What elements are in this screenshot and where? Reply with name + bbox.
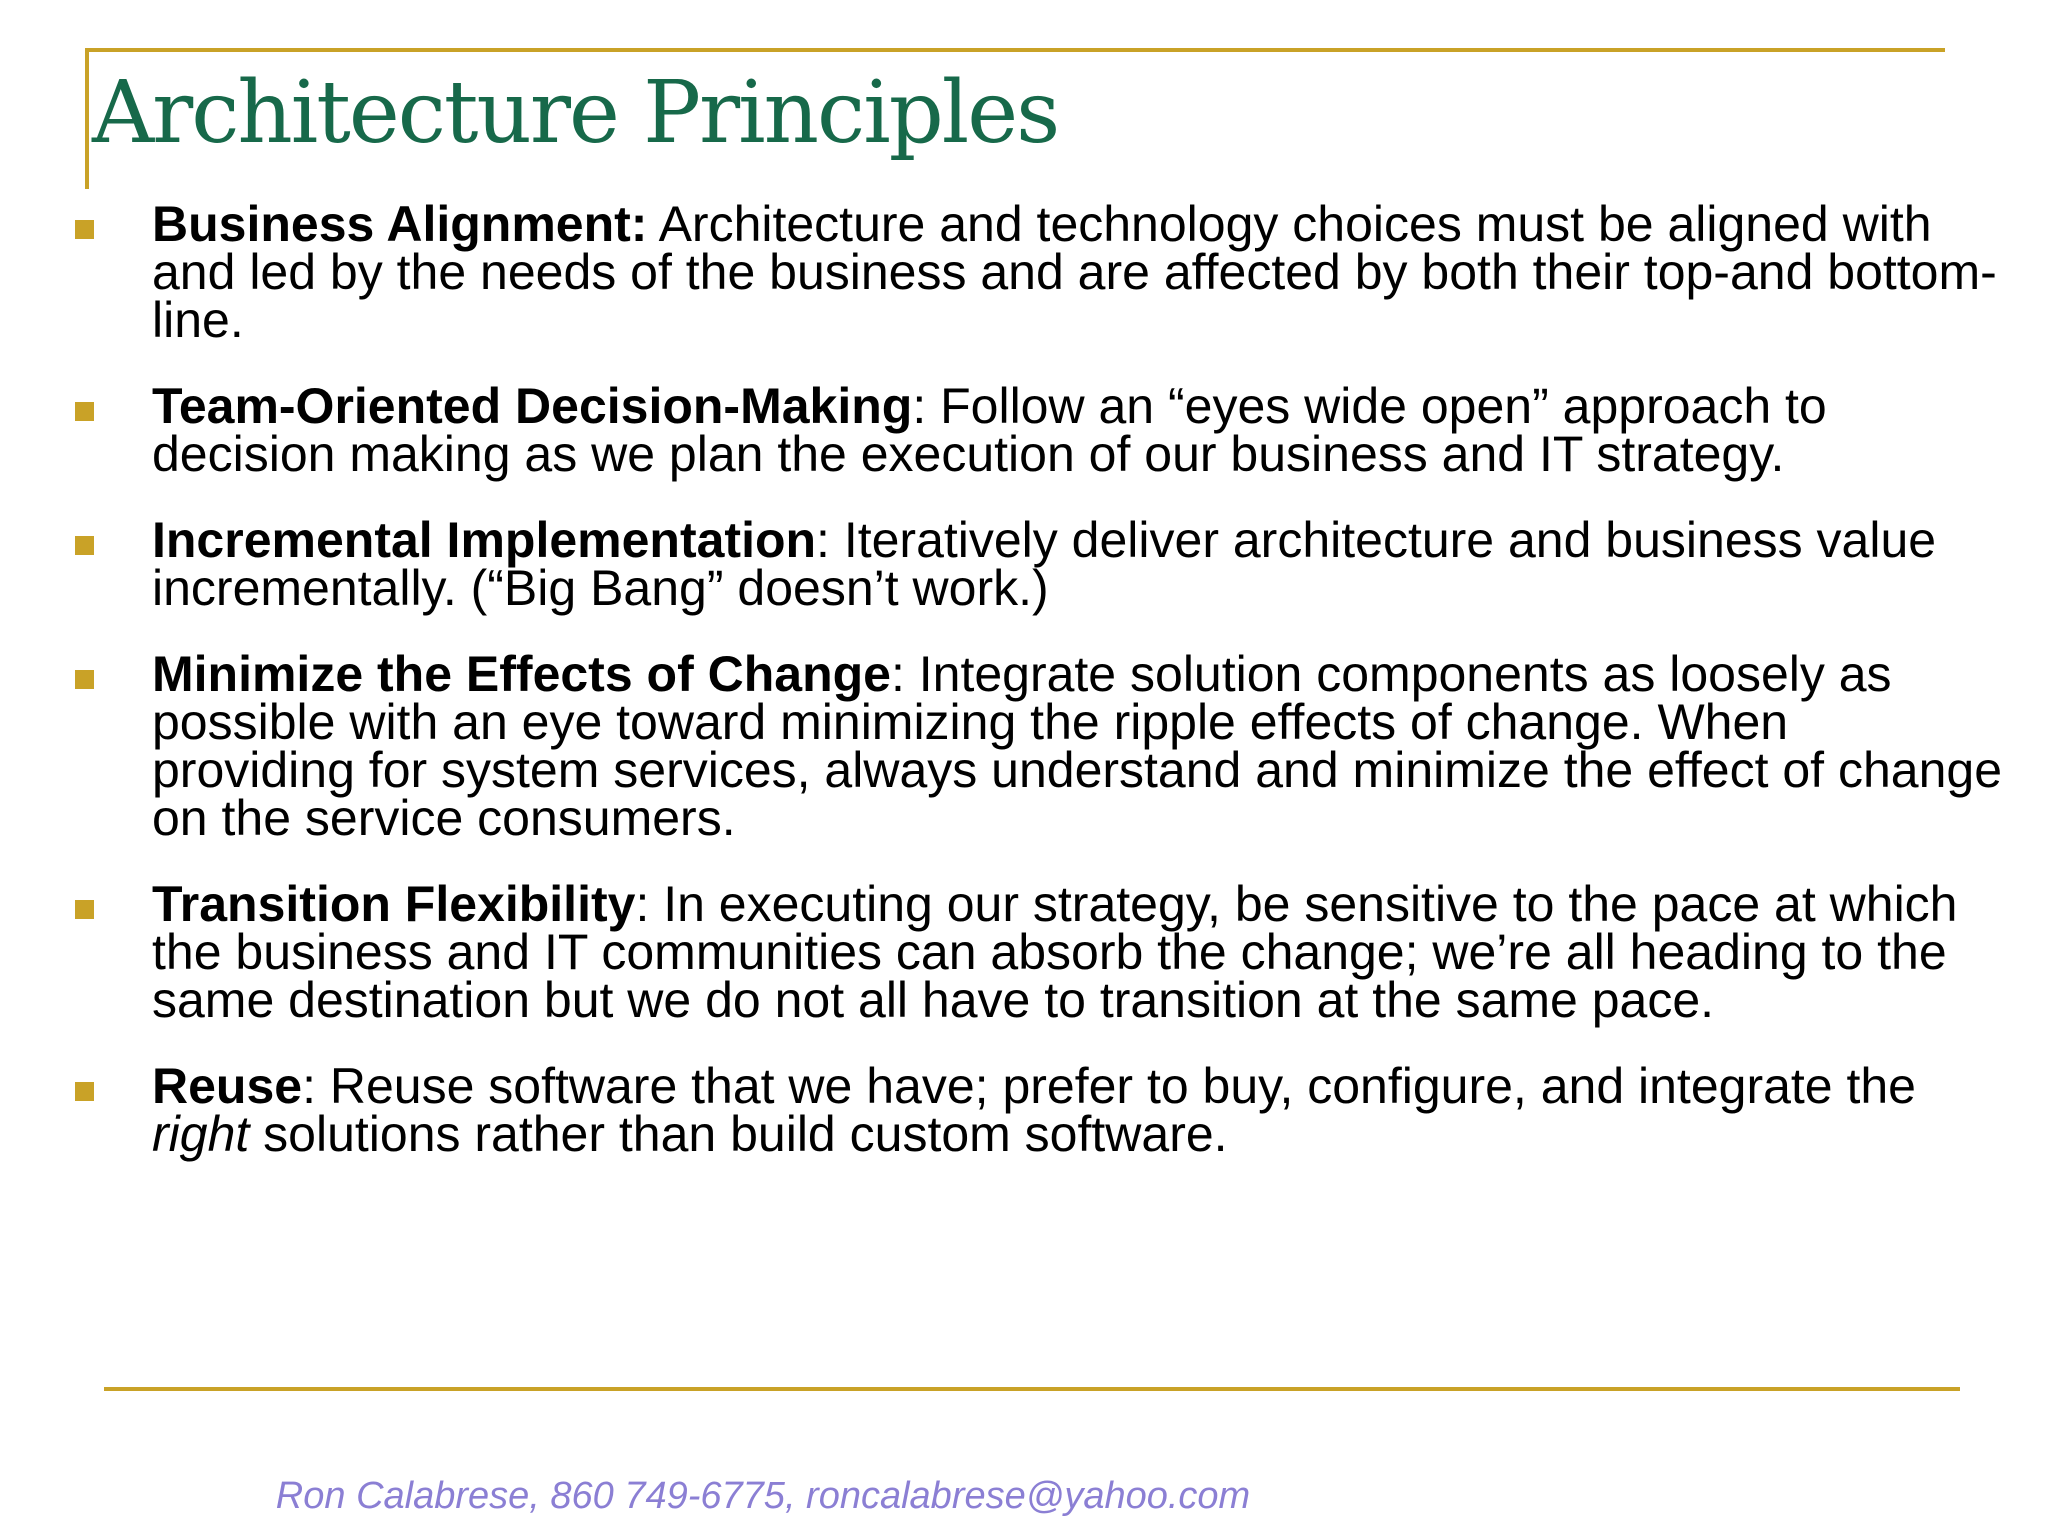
square-bullet-icon <box>75 220 94 239</box>
footer-contact: Ron Calabrese, 860 749-6775, roncalabrese@yahoo.com <box>275 1475 1251 1517</box>
principles-list <box>0 196 2048 1196</box>
square-bullet-icon <box>75 900 94 919</box>
bullet-transition-flexibility <box>0 876 2048 1028</box>
principle-text: : Follow an “eyes wide open” approach to decision making as we plan the execution of our business and IT strategy. <box>152 378 1827 482</box>
square-bullet-icon <box>75 670 94 689</box>
principle-term: Business Alignment: <box>152 196 648 252</box>
emphasis-text: right <box>152 1106 250 1162</box>
principle-text: : In executing our strategy, be sensitive to the pace at which the business and IT communities can absorb the change; we’re all heading to the same destination but we do not all have to transition at the same pace. <box>152 876 1958 1028</box>
principle-text: : Iteratively deliver architecture and business value incrementally. (“Big Bang” doesn’t work.) <box>152 512 1937 616</box>
bullet-reuse <box>0 1058 2048 1162</box>
left-border-line <box>85 48 89 189</box>
principle-term: Transition Flexibility <box>152 876 636 932</box>
principle-text: : Integrate solution components as loosely as possible with an eye toward minimizing the ripple effects of change. When providing for system services, always understand and minimize the effect of change on the service consumers. <box>152 646 2002 846</box>
principle-text: Architecture and technology choices must be aligned with and led by the needs of the business and are affected by both their top-and bottom-line. <box>152 196 1997 348</box>
slide-title: Architecture Principles <box>92 63 1059 163</box>
top-border-line <box>85 48 1945 52</box>
principle-term: Minimize the Effects of Change <box>152 646 891 702</box>
square-bullet-icon <box>75 536 94 555</box>
principle-text: : Reuse software that we have; prefer to buy, configure, and integrate the <box>302 1058 1916 1114</box>
principle-term: Team-Oriented Decision-Making <box>152 378 913 434</box>
principle-text-after: solutions rather than build custom software. <box>249 1106 1228 1162</box>
principle-term: Incremental Implementation <box>152 512 817 568</box>
bullet-minimize-effects-of-change <box>0 646 2048 846</box>
square-bullet-icon <box>75 402 94 421</box>
principle-term: Reuse <box>152 1058 303 1114</box>
bottom-divider-line <box>104 1387 1960 1391</box>
bullet-incremental-implementation <box>0 512 2048 616</box>
square-bullet-icon <box>75 1082 94 1101</box>
bullet-business-alignment <box>0 196 2048 348</box>
bullet-team-oriented-decision-making <box>0 378 2048 482</box>
